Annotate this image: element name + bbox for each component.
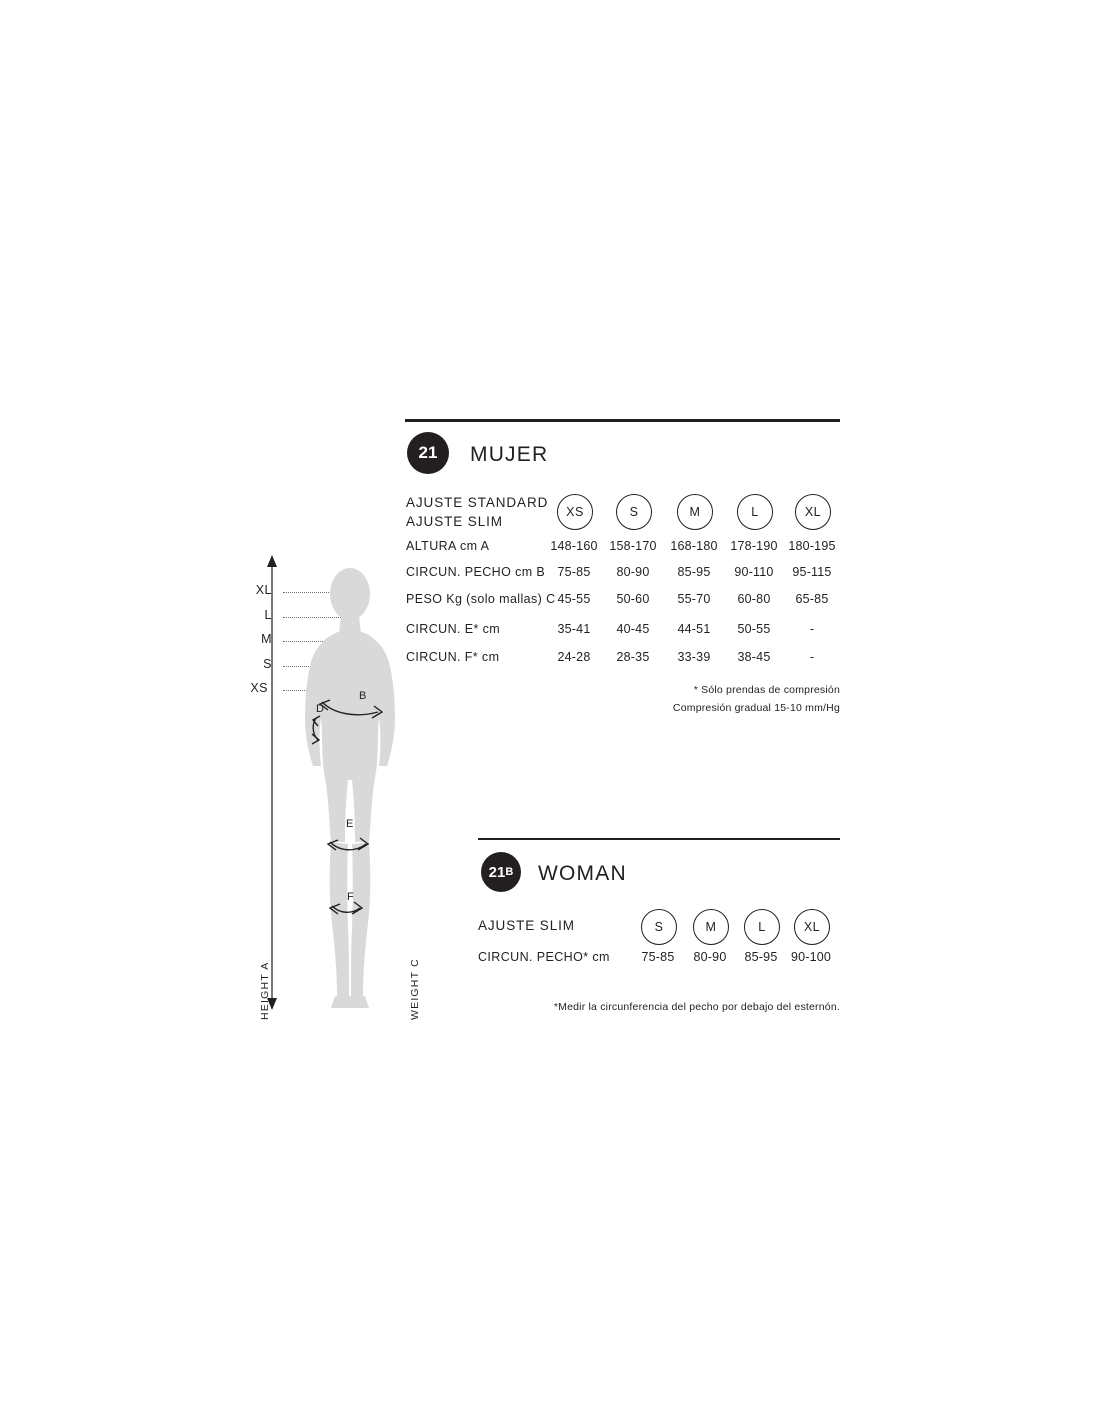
scale-label-s: S <box>263 657 272 671</box>
block1-row-label-2: PESO Kg (solo mallas) C <box>406 592 556 606</box>
block2-size-xl: XL <box>794 909 830 945</box>
block1-row-label-3: CIRCUN. E* cm <box>406 622 501 636</box>
block1-size-l: L <box>737 494 773 530</box>
block1-cell-2-2: 55-70 <box>677 592 711 606</box>
block1-top-rule <box>405 419 840 422</box>
block1-badge-number: 21 <box>418 443 438 462</box>
block1-cell-4-1: 28-35 <box>616 650 650 664</box>
scale-label-l: L <box>264 608 272 622</box>
measure-label-f: F <box>347 891 355 903</box>
block2-fit-slim: AJUSTE SLIM <box>478 918 575 933</box>
scale-label-m: M <box>261 632 272 646</box>
block2-title: WOMAN <box>538 862 627 885</box>
block1-note-2: Compresión gradual 15-10 mm/Hg <box>672 702 840 714</box>
block1-cell-3-3: 50-55 <box>737 622 771 636</box>
block2-cell-0-2: 85-95 <box>744 950 778 964</box>
block2-top-rule <box>478 838 840 840</box>
block2-size-l: L <box>744 909 780 945</box>
block1-cell-1-0: 75-85 <box>557 565 591 579</box>
block1-cell-1-3: 90-110 <box>734 565 774 579</box>
block1-size-xs: XS <box>557 494 593 530</box>
block2-cell-0-1: 80-90 <box>693 950 727 964</box>
block1-badge <box>407 432 449 474</box>
block1-size-s: S <box>616 494 652 530</box>
block1-cell-0-3: 178-190 <box>730 539 778 553</box>
block2-cell-0-3: 90-100 <box>790 950 832 964</box>
block1-cell-0-4: 180-195 <box>788 539 836 553</box>
block2-badge-suffix: B <box>505 866 514 878</box>
block1-cell-3-0: 35-41 <box>557 622 591 636</box>
block1-cell-1-2: 85-95 <box>677 565 711 579</box>
block1-size-m: M <box>677 494 713 530</box>
block1-cell-3-2: 44-51 <box>677 622 711 636</box>
block2-size-m: M <box>693 909 729 945</box>
block1-size-xl: XL <box>795 494 831 530</box>
block2-cell-0-0: 75-85 <box>641 950 675 964</box>
measure-label-b: B <box>359 690 367 702</box>
block1-cell-0-1: 158-170 <box>609 539 657 553</box>
block1-cell-4-2: 33-39 <box>677 650 711 664</box>
scale-label-xs: XS <box>250 681 268 695</box>
block1-cell-1-1: 80-90 <box>616 565 650 579</box>
block1-cell-1-4: 95-115 <box>792 565 832 579</box>
block1-cell-4-4: - <box>809 650 815 664</box>
block2-size-s: S <box>641 909 677 945</box>
block1-row-label-4: CIRCUN. F* cm <box>406 650 500 664</box>
height-axis-label: HEIGHT A <box>259 961 271 1020</box>
block1-cell-3-1: 40-45 <box>616 622 650 636</box>
block1-cell-4-3: 38-45 <box>737 650 771 664</box>
measure-label-e: E <box>346 818 354 830</box>
block1-cell-2-4: 65-85 <box>795 592 829 606</box>
block2-note: *Medir la circunferencia del pecho por debajo del esternón. <box>553 1001 840 1013</box>
block1-cell-2-3: 60-80 <box>737 592 771 606</box>
block1-fit-standard: AJUSTE STANDARD <box>406 495 549 510</box>
measurement-arrows <box>300 680 460 940</box>
block1-fit-slim: AJUSTE SLIM <box>406 514 503 529</box>
block1-cell-0-2: 168-180 <box>670 539 718 553</box>
weight-axis-label: WEIGHT C <box>409 958 421 1020</box>
block2-row-label-0: CIRCUN. PECHO* cm <box>478 950 610 964</box>
block2-badge <box>481 852 521 892</box>
block1-cell-2-0: 45-55 <box>557 592 591 606</box>
block2-badge-number: 21 <box>488 863 506 881</box>
scale-label-xl: XL <box>255 583 272 597</box>
block1-row-label-0: ALTURA cm A <box>406 539 490 553</box>
block1-note-1: * Sólo prendas de compresión <box>693 684 840 696</box>
block1-cell-3-4: - <box>809 622 815 636</box>
block1-cell-2-1: 50-60 <box>616 592 650 606</box>
block1-cell-0-0: 148-160 <box>550 539 598 553</box>
block1-row-label-1: CIRCUN. PECHO cm B <box>406 565 546 579</box>
measure-label-d: D <box>316 703 325 715</box>
block1-cell-4-0: 24-28 <box>557 650 591 664</box>
block1-title: MUJER <box>470 443 549 466</box>
